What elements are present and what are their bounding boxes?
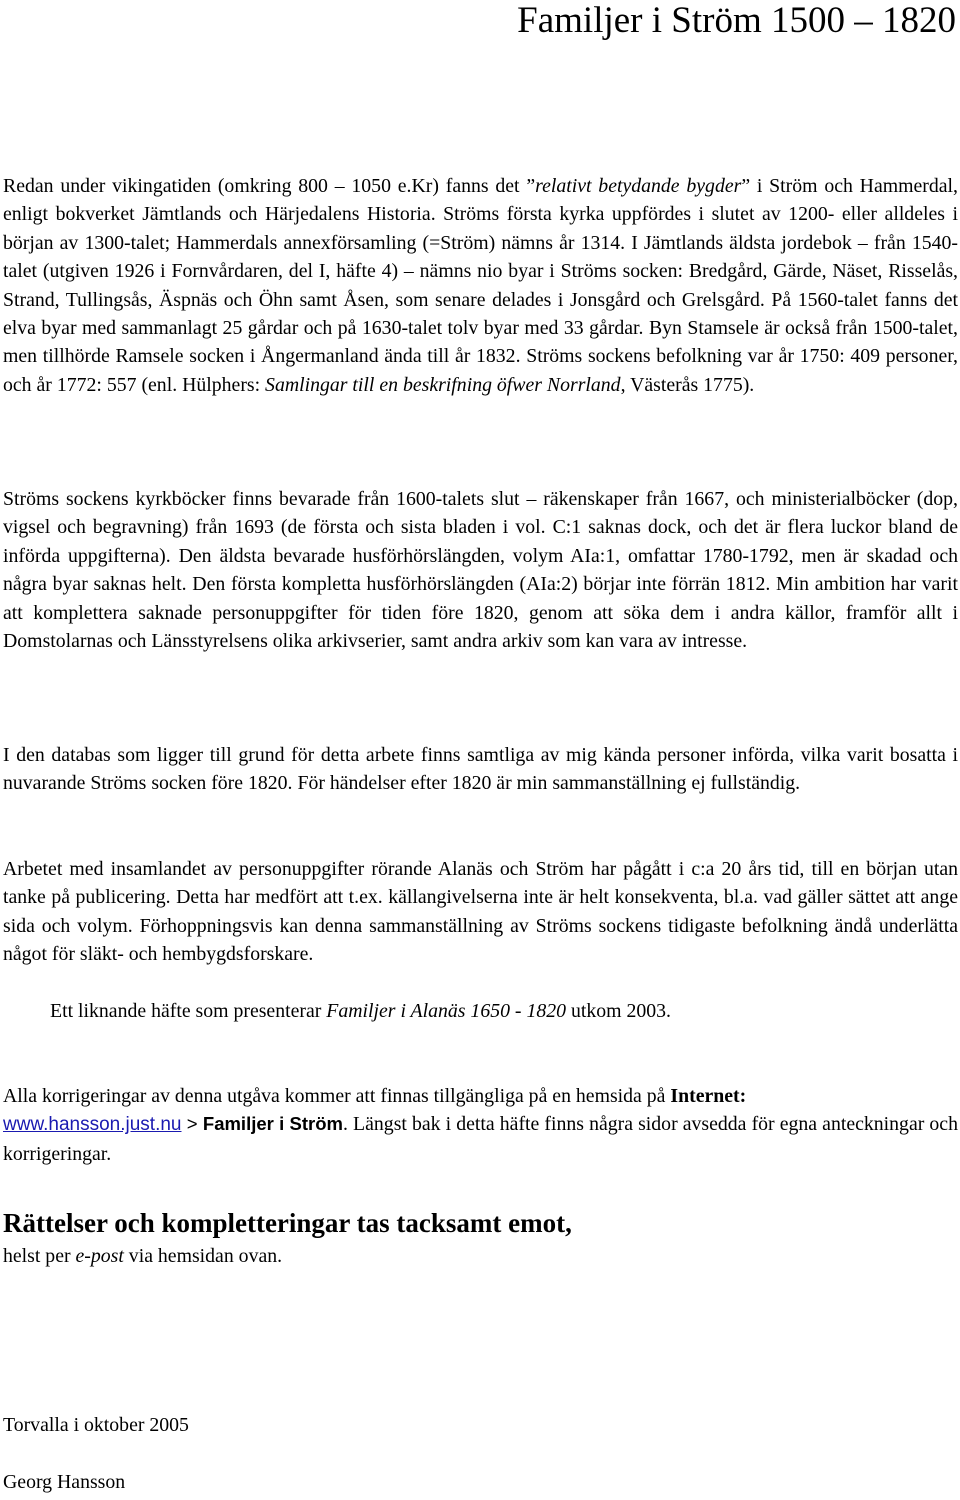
email-text-start: helst per [3,1245,76,1267]
email-text-end: via hemsidan ovan. [123,1245,283,1267]
thanks-heading: Rättelser och kompletteringar tas tacksamt emot, [3,1208,572,1238]
email-note [3,1242,282,1270]
church-books-paragraph: Ströms sockens kyrkböcker finns bevarade från 1600-talets slut – räkenskaper från 1667, och ministerialböcker (dop, vigsel och begravning) från 1693 (de första och sista bladen i vol. C:1 saknas dock, och det är flera luckor bland de införda uppgifterna). Den äldsta bevarade husförhörslängden, volym AIa:1, omfattar 1780-1792, men är skadad och några byar saknas helt. Den första kompletta husförhörslängden (AIa:2) börjar inte förrän 1812. Min ambition har varit att komplettera saknade personuppgifter för tiden före 1820, genom att söka dem i andra källor, framför allt i Domstolarnas och Länsstyrelsens olika arkivserier, samt andra arkiv som kan vara av intresse. [3,488,958,653]
corrections-paragraph [3,1082,958,1168]
similar-text-start: Ett liknande häfte som presenterar [50,1000,327,1022]
hulphers-title: Samlingar till en beskrifning öfwer Norrland [265,373,621,396]
intro-paragraph [3,172,958,399]
corrections-text-start: Alla korrigeringar av denna utgåva kommer att finnas tillgängliga på en hemsida på [3,1085,671,1107]
arrow-separator: > [181,1113,203,1135]
epost-word: e-post [75,1245,124,1267]
alanas-title: Familjer i Alanäs 1650 - 1820 [326,1000,567,1022]
intro-text-end: , Västerås 1775). [620,373,755,396]
place-date: Torvalla i oktober 2005 [3,1414,189,1436]
similar-text-end: utkom 2003. [566,1000,671,1022]
database-paragraph: I den databas som ligger till grund för detta arbete finns samtliga av mig kända personer införda, vilka varit bosatta i nuvarande Ströms socken före 1820. För händelser efter 1820 är min sammanställning ej fullständig. [3,744,958,795]
intro-text-start: Redan under vikingatiden (omkring 800 – 1050 e.Kr) fanns det ” [3,175,536,197]
corrections-text-end: . Längst bak i detta häfte finns några sidor avsedda för egna anteckningar och korrigeringar. [3,1113,958,1165]
author-signature: Georg Hansson [3,1471,126,1493]
page-title: Familjer i Ström 1500 – 1820 [517,0,956,41]
site-section-name: Familjer i Ström [202,1113,344,1135]
internet-label: Internet: [670,1085,747,1107]
intro-text-main: ” i Ström och Hammerdal, enligt bokverket Jämtlands och Härjedalens Historia. Ströms första kyrka uppfördes i slutet av 1200- eller alldeles i början av 1300-talet; Hammerdals annexförsamling (=Ström) nämns år 1314. I Jämtlands äldsta jordebok – från 1540-talet (utgiven 1926 i Fornvårdaren, del I, häfte 4) – nämns nio byar i Ströms socken: Bredgård, Gärde, Näset, Risselås, Strand, Tullingsås, Äspnäs och Öhn samt Åsen, som senare delades i Jonsgård och Grelsgård. På 1560-talet fanns det elva byar med sammanlagt 25 gårdar och på 1630-talet tolv byar med 33 gårdar. Byn Stamsele är också från 1500-talet, men tillhörde Ramsele socken i Ångermanland ända till år 1832. Ströms sockens befolkning var år 1750: 409 personer, och år 1772: 557 (enl. Hülphers: [3,175,958,396]
website-link[interactable]: www.hansson.just.nu [3,1114,182,1136]
intro-quote: relativt betydande bygder [535,175,742,197]
similar-booklet-paragraph [3,997,958,1025]
collection-paragraph: Arbetet med insamlandet av personuppgifter rörande Alanäs och Ström har pågått i c:a 20 års tid, till en början utan tanke på publicering. Detta har medfört att t.ex. källangivelserna inte är helt konsekventa, bl.a. vad gäller sättet att ange sida och volym. Förhoppningsvis kan denna sammanställning av Ströms sockens tidigaste befolkning ändå underlätta något för släkt- och hembygdsforskare. [3,858,958,966]
